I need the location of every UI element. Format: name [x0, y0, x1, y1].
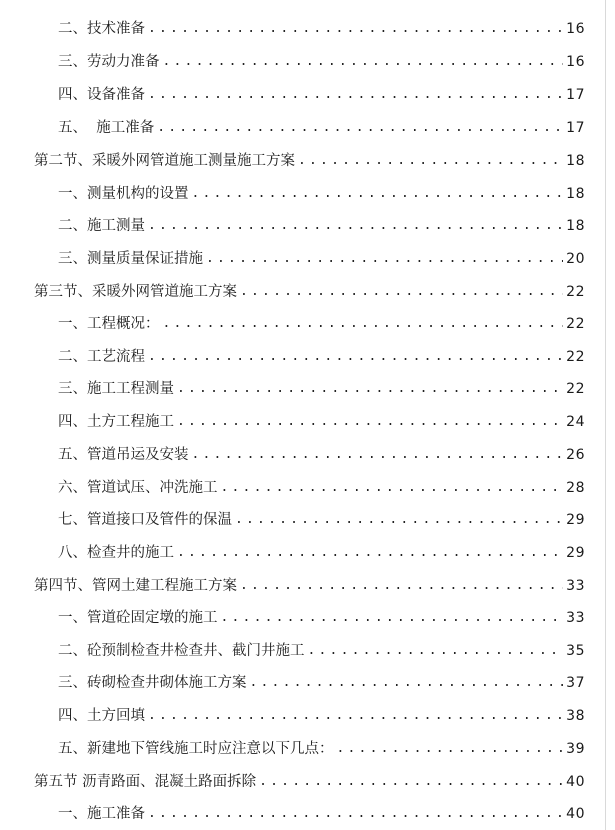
toc-entry-title: 三、测量质量保证措施 — [58, 251, 203, 267]
toc-entry[interactable] — [58, 795, 585, 827]
toc-entry-title: 一、施工准备 — [58, 806, 145, 822]
toc-dot-leader — [221, 478, 564, 501]
toc-page-number: 33 — [566, 610, 585, 626]
toc-page-number: 17 — [566, 87, 585, 103]
toc-entry[interactable] — [58, 10, 585, 42]
toc-entry[interactable] — [58, 207, 585, 239]
toc-entry-title: 二、工艺流程 — [58, 349, 145, 365]
toc-entry-title: 四、设备准备 — [58, 87, 145, 103]
toc-entry-section[interactable] — [34, 142, 585, 174]
toc-entry[interactable] — [58, 305, 585, 337]
toc-page-number: 40 — [566, 806, 585, 822]
page-edge-line — [605, 0, 606, 830]
toc-page-number: 22 — [566, 381, 585, 397]
toc-dot-leader — [240, 282, 563, 305]
toc-page-number: 18 — [566, 186, 585, 202]
toc-entry[interactable] — [58, 403, 585, 435]
toc-dot-leader — [148, 804, 563, 827]
toc-entry-title: 一、测量机构的设置 — [58, 186, 189, 202]
toc-page-number: 29 — [566, 512, 585, 528]
toc-entry-title: 四、土方回填 — [58, 708, 145, 724]
toc-entry[interactable] — [58, 175, 585, 207]
toc-entry[interactable] — [58, 697, 585, 729]
toc-entry-section[interactable] — [34, 763, 585, 795]
toc-entry[interactable] — [58, 109, 585, 141]
toc-page-number: 40 — [566, 774, 585, 790]
toc-page-number: 18 — [566, 153, 585, 169]
toc-entry-title: 第五节 沥青路面、混凝土路面拆除 — [34, 774, 257, 790]
toc-entry[interactable] — [58, 501, 585, 533]
toc-page-number: 22 — [566, 316, 585, 332]
toc-dot-leader — [148, 216, 563, 239]
toc-dot-leader — [148, 85, 563, 108]
toc-entry-title: 七、管道接口及管件的保温 — [58, 512, 232, 528]
toc-entry[interactable] — [58, 632, 585, 664]
toc-page-number: 18 — [566, 218, 585, 234]
toc-entry[interactable] — [58, 43, 585, 75]
toc-entry-title: 一、管道砼固定墩的施工 — [58, 610, 218, 626]
toc-page-number: 16 — [566, 21, 585, 37]
toc-dot-leader — [337, 739, 564, 762]
toc-dot-leader — [235, 510, 563, 533]
toc-entry-title: 三、施工工程测量 — [58, 381, 174, 397]
toc-page-number: 17 — [566, 120, 585, 136]
toc-entry[interactable] — [58, 338, 585, 370]
toc-entry-title: 二、砼预制检查井检查井、截门井施工 — [58, 643, 305, 659]
toc-page-number: 22 — [566, 284, 585, 300]
toc-entry[interactable] — [58, 436, 585, 468]
toc-dot-leader — [148, 347, 563, 370]
toc-page-number: 35 — [566, 643, 585, 659]
toc-dot-leader — [177, 543, 563, 566]
toc-page-number: 29 — [566, 545, 585, 561]
toc-entry[interactable] — [58, 664, 585, 696]
toc-entry-title: 一、工程概况： — [58, 316, 160, 332]
toc-entry-title: 第二节、采暖外网管道施工测量施工方案 — [34, 153, 295, 169]
toc-entry-title: 第三节、采暖外网管道施工方案 — [34, 284, 237, 300]
toc-entry[interactable] — [58, 534, 585, 566]
toc-entry[interactable] — [58, 76, 585, 108]
toc-entry-title: 三、劳动力准备 — [58, 54, 160, 70]
toc-dot-leader — [192, 184, 564, 207]
toc-entry[interactable] — [58, 240, 585, 272]
toc-page-number: 39 — [566, 741, 585, 757]
toc-entry[interactable] — [58, 370, 585, 402]
toc-entry-title: 五、新建地下管线施工时应注意以下几点： — [58, 741, 334, 757]
toc-dot-leader — [250, 673, 564, 696]
toc-dot-leader — [157, 118, 563, 141]
toc-page-number: 22 — [566, 349, 585, 365]
toc-entry-title: 五、管道吊运及安装 — [58, 447, 189, 463]
toc-entry-section[interactable] — [34, 273, 585, 305]
toc-dot-leader — [148, 19, 563, 42]
toc-dot-leader — [240, 576, 563, 599]
toc-entry[interactable] — [58, 469, 585, 501]
toc-dot-leader — [163, 52, 564, 75]
toc-dot-leader — [298, 151, 563, 174]
toc-entry-title: 六、管道试压、冲洗施工 — [58, 480, 218, 496]
toc-entry-title: 五、 施工准备 — [58, 120, 155, 136]
toc-entry-title: 八、检查井的施工 — [58, 545, 174, 561]
toc-entry[interactable] — [58, 730, 585, 762]
toc-entry-title: 四、土方工程施工 — [58, 414, 174, 430]
toc-page-number: 28 — [566, 480, 585, 496]
toc-page-number: 37 — [566, 675, 585, 691]
toc-dot-leader — [177, 379, 563, 402]
toc-entry-section[interactable] — [34, 567, 585, 599]
toc-page-number: 33 — [566, 578, 585, 594]
toc-dot-leader — [177, 412, 563, 435]
toc-entry-title: 三、砖砌检查井砌体施工方案 — [58, 675, 247, 691]
toc-page-number: 24 — [566, 414, 585, 430]
toc-dot-leader — [206, 249, 563, 272]
toc-dot-leader — [148, 706, 563, 729]
toc-dot-leader — [259, 772, 563, 795]
toc-dot-leader — [221, 608, 564, 631]
toc-page-number: 16 — [566, 54, 585, 70]
toc-entry-title: 二、施工测量 — [58, 218, 145, 234]
toc-entry[interactable] — [58, 599, 585, 631]
toc-dot-leader — [192, 445, 564, 468]
toc-page-number: 26 — [566, 447, 585, 463]
toc-dot-leader — [308, 641, 564, 664]
toc-page-number: 20 — [566, 251, 585, 267]
toc-page-number: 38 — [566, 708, 585, 724]
toc-entry-title: 第四节、管网土建工程施工方案 — [34, 578, 237, 594]
toc-entry-title: 二、技术准备 — [58, 21, 145, 37]
toc-dot-leader — [163, 314, 564, 337]
